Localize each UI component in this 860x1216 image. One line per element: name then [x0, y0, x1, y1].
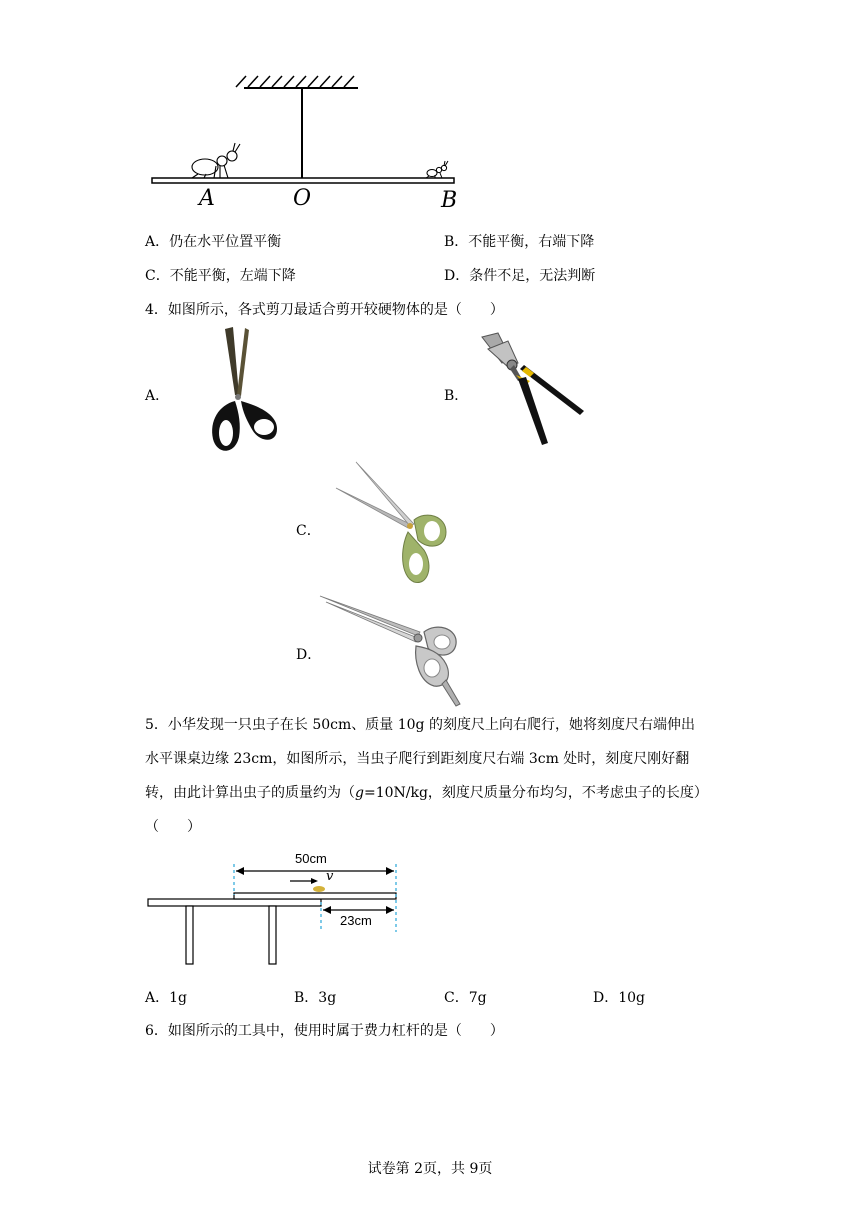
q3-option-d[interactable]: D．条件不足，无法判断: [444, 268, 596, 284]
q5-option-a[interactable]: A．1g: [145, 990, 187, 1006]
q5-stem-line3-pre: 转，由此计算出虫子的质量约为（: [145, 785, 355, 801]
q5-stem-line4: （ ）: [145, 819, 201, 835]
q5-velocity-label: v: [326, 869, 334, 884]
q5-option-d[interactable]: D．10g: [593, 990, 646, 1006]
scissors-a-icon: [205, 325, 285, 457]
q5-stem-line3-post: =10N/kg，刻度尺质量分布均匀，不考虑虫子的长度）: [363, 785, 708, 801]
large-ant-icon: [192, 143, 240, 178]
label-o: O: [293, 186, 312, 211]
q5-length-label: 50cm: [295, 851, 327, 866]
ruler-table-figure: [140, 850, 410, 970]
q5-stem-line3: [145, 783, 708, 803]
q3-option-a[interactable]: A．仍在水平位置平衡: [145, 234, 282, 250]
q5-stem-line3-g: g: [355, 785, 364, 801]
hair-scissors-d-icon: [318, 592, 466, 710]
q4-option-a-label[interactable]: A．: [145, 388, 170, 404]
tin-snips-b-icon: [476, 327, 591, 452]
small-ant-icon: [426, 161, 448, 178]
q5-option-b[interactable]: B．3g: [294, 990, 337, 1006]
q5-stem-line2: 水平课桌边缘 23cm，如图所示，当虫子爬行到距刻度尺右端 3cm 处时，刻度尺刚好翻: [145, 751, 690, 767]
scissors-c-icon: [330, 458, 452, 586]
q3-option-c[interactable]: C．不能平衡，左端下降: [145, 268, 296, 284]
q6-stem: 6．如图所示的工具中，使用时属于费力杠杆的是（ ）: [145, 1023, 504, 1039]
q4-option-d-label[interactable]: D．: [296, 647, 322, 663]
q3-option-b[interactable]: B．不能平衡，右端下降: [444, 234, 595, 250]
q4-option-c-label[interactable]: C．: [296, 523, 321, 539]
label-b: B: [441, 188, 458, 213]
bug-icon: [313, 886, 325, 892]
q5-option-c[interactable]: C．7g: [444, 990, 487, 1006]
q4-option-b-label[interactable]: B．: [444, 388, 469, 404]
q5-overhang-label: 23cm: [340, 913, 372, 928]
label-a: A: [199, 186, 215, 211]
q5-stem-line1: 5．小华发现一只虫子在长 50cm、质量 10g 的刻度尺上向右爬行，她将刻度尺右端伸出: [145, 717, 695, 733]
page-footer: 试卷第 2页，共 9页: [367, 1161, 493, 1177]
q4-stem: 4．如图所示，各式剪刀最适合剪开较硬物体的是（ ）: [145, 302, 504, 318]
